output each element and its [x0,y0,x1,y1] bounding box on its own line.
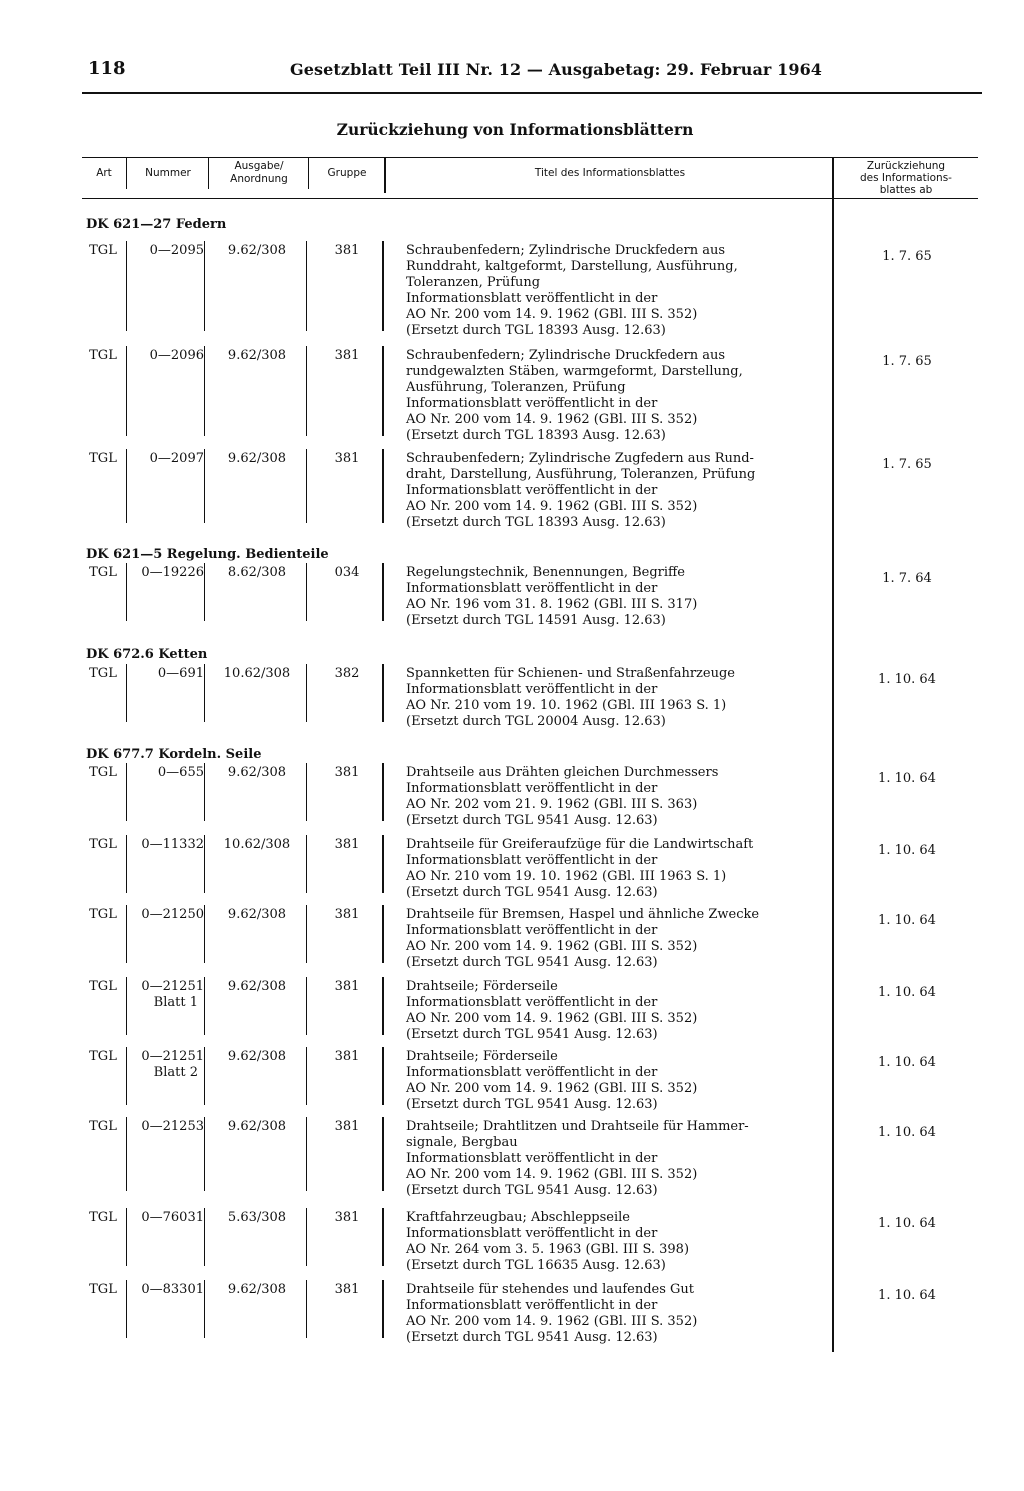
cell-art: TGL [89,907,117,922]
cell-gruppe: 381 [334,1210,360,1225]
titel-line: AO Nr. 200 vom 14. 9. 1962 (GBl. III S. 352) [406,307,698,322]
cell-nummer: 0—11332 [141,837,204,852]
cell-zurueckziehung: 1. 10. 64 [878,1288,936,1303]
row-divider [306,1280,307,1338]
running-head: Gesetzblatt Teil III Nr. 12 — Ausgabetag: 29. Februar 1964 [290,60,823,79]
row-divider [126,763,127,821]
titel-line: AO Nr. 202 vom 21. 9. 1962 (GBl. III S. 363) [406,797,698,812]
titel-line: (Ersetzt durch TGL 20004 Ausg. 12.63) [406,714,666,729]
cell-titel [406,1282,824,1346]
cell-titel [406,565,824,629]
cell-ausgabe: 9.62/308 [227,907,287,922]
cell-zurueckziehung: 1. 7. 64 [882,571,932,586]
titel-line: AO Nr. 210 vom 19. 10. 1962 (GBl. III 1963 S. 1) [406,869,727,884]
cell-gruppe: 381 [334,451,360,466]
cell-art: TGL [89,243,117,258]
row-divider [306,563,307,621]
row-divider [306,835,307,893]
titel-line: Schraubenfedern; Zylindrische Zugfedern aus Rund- [406,451,754,466]
row-divider [204,1117,205,1191]
row-divider [204,1208,205,1266]
cell-nummer: 0—76031 [141,1210,204,1225]
row-divider [306,1208,307,1266]
cell-zurueckziehung: 1. 10. 64 [878,1216,936,1231]
cell-gruppe: 381 [334,979,360,994]
titel-line: Drahtseile für Bremsen, Haspel und ähnliche Zwecke [406,907,760,922]
cell-ausgabe: 9.62/308 [227,451,287,466]
titel-line: draht, Darstellung, Ausführung, Toleranzen, Prüfung [406,467,756,482]
titel-line: Informationsblatt veröffentlicht in der [406,291,658,306]
cell-nummer: 0—19226 [141,565,204,580]
row-divider [382,346,384,436]
titel-line: Schraubenfedern; Zylindrische Druckfedern aus [406,348,726,363]
section-title: Zurückziehung von Informationsblättern [336,120,694,139]
titel-line: Informationsblatt veröffentlicht in der [406,1065,658,1080]
row-divider [204,1047,205,1105]
header-divider [308,157,309,189]
cell-nummer: 0—21250 [141,907,204,922]
cell-gruppe: 381 [334,907,360,922]
titel-line: Informationsblatt veröffentlicht in der [406,396,658,411]
col-header-zurueckziehung-1: Zurückziehung [866,160,946,172]
titel-line: Toleranzen, Prüfung [406,275,541,290]
row-divider [126,1117,127,1191]
titel-line: AO Nr. 196 vom 31. 8. 1962 (GBl. III S. 317) [406,597,698,612]
col-header-gruppe: Gruppe [327,167,367,179]
row-divider [306,763,307,821]
cell-nummer: 0—2095 [149,243,204,258]
row-divider [126,346,127,436]
col-header-ausgabe-1: Ausgabe/ [234,160,284,172]
titel-line: AO Nr. 264 vom 3. 5. 1963 (GBl. III S. 398) [406,1242,690,1257]
cell-ausgabe: 9.62/308 [227,243,287,258]
titel-line: (Ersetzt durch TGL 9541 Ausg. 12.63) [406,1183,658,1198]
cell-art: TGL [89,837,117,852]
cell-zurueckziehung: 1. 7. 65 [882,249,932,264]
group-title: DK 621—5 Regelung. Bedienteile [86,547,329,562]
titel-line: signale, Bergbau [406,1135,518,1150]
col-header-zurueckziehung-3: blattes ab [879,184,933,196]
cell-art: TGL [89,451,117,466]
row-divider [204,241,205,331]
header-bottom-rule [82,198,978,199]
row-divider [126,1280,127,1338]
row-divider [126,1208,127,1266]
row-divider [126,835,127,893]
cell-gruppe: 381 [334,243,360,258]
cell-art: TGL [89,1282,117,1297]
row-divider [204,763,205,821]
titel-line: Drahtseile für stehendes und laufendes Gut [406,1282,695,1297]
titel-line: (Ersetzt durch TGL 9541 Ausg. 12.63) [406,1097,658,1112]
titel-line: AO Nr. 200 vom 14. 9. 1962 (GBl. III S. 352) [406,1314,698,1329]
row-divider [204,905,205,963]
row-divider [126,664,127,722]
cell-art: TGL [89,565,117,580]
cell-ausgabe: 9.62/308 [227,1049,287,1064]
cell-art: TGL [89,1049,117,1064]
cell-titel [406,1119,824,1199]
cell-titel [406,979,824,1043]
titel-line: (Ersetzt durch TGL 9541 Ausg. 12.63) [406,1027,658,1042]
col-header-titel: Titel des Informationsblattes [534,167,686,179]
cell-nummer: 0—21251 [141,979,204,994]
titel-line: Informationsblatt veröffentlicht in der [406,1298,658,1313]
row-divider [382,1047,384,1105]
cell-art: TGL [89,348,117,363]
cell-zurueckziehung: 1. 10. 64 [878,771,936,786]
titel-line: Drahtseile für Greiferaufzüge für die Landwirtschaft [406,837,754,852]
cell-nummer: 0—2096 [149,348,204,363]
cell-ausgabe: 5.63/308 [227,1210,287,1225]
titel-line: AO Nr. 200 vom 14. 9. 1962 (GBl. III S. 352) [406,1167,698,1182]
row-divider [204,664,205,722]
cell-titel [406,837,824,901]
cell-nummer: 0—691 [157,666,204,681]
group-title: DK 621—27 Federn [86,217,227,232]
row-divider [204,563,205,621]
titel-line: Regelungstechnik, Benennungen, Begriffe [406,565,685,580]
cell-ausgabe: 9.62/308 [227,1119,287,1134]
cell-gruppe: 034 [334,565,360,580]
row-divider [382,1208,384,1266]
row-divider [382,449,384,523]
withdrawal-table [82,155,982,1355]
titel-line: Informationsblatt veröffentlicht in der [406,1226,658,1241]
titel-line: Runddraht, kaltgeformt, Darstellung, Ausführung, [406,259,738,274]
header-divider [384,157,386,193]
row-divider [306,1047,307,1105]
titel-line: Informationsblatt veröffentlicht in der [406,581,658,596]
titel-line: (Ersetzt durch TGL 9541 Ausg. 12.63) [406,955,658,970]
titel-line: rundgewalzten Stäben, warmgeformt, Darstellung, [406,364,743,379]
cell-titel [406,451,824,531]
titel-line: (Ersetzt durch TGL 18393 Ausg. 12.63) [406,515,666,530]
row-divider [382,905,384,963]
titel-line: Ausführung, Toleranzen, Prüfung [406,380,626,395]
cell-nummer: 0—655 [157,765,204,780]
titel-line: (Ersetzt durch TGL 16635 Ausg. 12.63) [406,1258,666,1273]
cell-gruppe: 381 [334,765,360,780]
cell-art: TGL [89,1210,117,1225]
cell-zurueckziehung: 1. 10. 64 [878,913,936,928]
titel-line: Informationsblatt veröffentlicht in der [406,1151,658,1166]
cell-art: TGL [89,1119,117,1134]
cell-titel [406,666,824,730]
titel-line: Drahtseile; Drahtlitzen und Drahtseile für Hammer- [406,1119,749,1134]
row-divider [204,346,205,436]
row-divider [382,763,384,821]
cell-titel [406,907,824,971]
row-divider [306,241,307,331]
page-header [82,58,982,88]
group-title: DK 672.6 Ketten [86,647,208,662]
row-divider [382,664,384,722]
cell-gruppe: 381 [334,1119,360,1134]
row-divider [306,905,307,963]
row-divider [204,835,205,893]
header-divider [126,157,127,189]
cell-nummer-blatt: Blatt 1 [153,995,198,1010]
row-divider [204,977,205,1035]
row-divider [306,346,307,436]
row-divider [306,449,307,523]
cell-ausgabe: 9.62/308 [227,979,287,994]
cell-art: TGL [89,666,117,681]
cell-gruppe: 382 [334,666,360,681]
cell-gruppe: 381 [334,348,360,363]
titel-line: AO Nr. 200 vom 14. 9. 1962 (GBl. III S. 352) [406,412,698,427]
row-divider [382,977,384,1035]
row-divider [306,977,307,1035]
cell-ausgabe: 9.62/308 [227,348,287,363]
titel-line: Informationsblatt veröffentlicht in der [406,995,658,1010]
row-divider [126,977,127,1035]
titel-line: (Ersetzt durch TGL 9541 Ausg. 12.63) [406,1330,658,1345]
cell-zurueckziehung: 1. 10. 64 [878,672,936,687]
row-divider [382,1117,384,1191]
cell-gruppe: 381 [334,1282,360,1297]
cell-gruppe: 381 [334,1049,360,1064]
titel-line: AO Nr. 200 vom 14. 9. 1962 (GBl. III S. 352) [406,1081,698,1096]
cell-ausgabe: 10.62/308 [223,666,291,681]
titel-line: AO Nr. 200 vom 14. 9. 1962 (GBl. III S. 352) [406,1011,698,1026]
cell-nummer-blatt: Blatt 2 [153,1065,198,1080]
cell-zurueckziehung: 1. 7. 65 [882,457,932,472]
titel-line: AO Nr. 200 vom 14. 9. 1962 (GBl. III S. 352) [406,939,698,954]
cell-zurueckziehung: 1. 10. 64 [878,843,936,858]
row-divider [126,241,127,331]
titel-line: Drahtseile; Förderseile [406,979,558,994]
cell-ausgabe: 10.62/308 [223,837,291,852]
cell-titel [406,765,824,829]
titel-line: Informationsblatt veröffentlicht in der [406,923,658,938]
row-divider [126,905,127,963]
cell-titel [406,348,824,444]
titel-line: (Ersetzt durch TGL 18393 Ausg. 12.63) [406,428,666,443]
cell-nummer: 0—21251 [141,1049,204,1064]
col-header-nummer: Nummer [145,167,191,179]
titel-line: Informationsblatt veröffentlicht in der [406,853,658,868]
cell-zurueckziehung: 1. 10. 64 [878,985,936,1000]
cell-ausgabe: 9.62/308 [227,765,287,780]
column-divider [832,157,834,1352]
titel-line: AO Nr. 200 vom 14. 9. 1962 (GBl. III S. 352) [406,499,698,514]
row-divider [306,1117,307,1191]
titel-line: (Ersetzt durch TGL 18393 Ausg. 12.63) [406,323,666,338]
row-divider [204,1280,205,1338]
row-divider [382,1280,384,1338]
cell-titel [406,1210,824,1274]
col-header-art: Art [96,167,112,179]
cell-nummer: 0—2097 [149,451,204,466]
titel-line: (Ersetzt durch TGL 14591 Ausg. 12.63) [406,613,666,628]
titel-line: AO Nr. 210 vom 19. 10. 1962 (GBl. III 1963 S. 1) [406,698,727,713]
col-header-ausgabe-2: Anordnung [230,173,288,185]
titel-line: Informationsblatt veröffentlicht in der [406,682,658,697]
cell-gruppe: 381 [334,837,360,852]
cell-titel [406,243,824,339]
cell-zurueckziehung: 1. 10. 64 [878,1055,936,1070]
cell-zurueckziehung: 1. 10. 64 [878,1125,936,1140]
titel-line: Informationsblatt veröffentlicht in der [406,483,658,498]
header-top-rule [82,157,978,158]
cell-zurueckziehung: 1. 7. 65 [882,354,932,369]
cell-nummer: 0—21253 [141,1119,204,1134]
titel-line: Schraubenfedern; Zylindrische Druckfedern aus [406,243,726,258]
titel-line: Spannketten für Schienen- und Straßenfahrzeuge [406,666,735,681]
group-title: DK 677.7 Kordeln. Seile [86,747,262,762]
cell-art: TGL [89,979,117,994]
col-header-zurueckziehung-2: des Informations- [860,172,952,184]
row-divider [382,241,384,331]
titel-line: (Ersetzt durch TGL 9541 Ausg. 12.63) [406,885,658,900]
titel-line: Kraftfahrzeugbau; Abschleppseile [406,1210,630,1225]
row-divider [126,563,127,621]
titel-line: Drahtseile; Förderseile [406,1049,558,1064]
header-rule [82,92,982,94]
titel-line: Drahtseile aus Drähten gleichen Durchmessers [406,765,719,780]
row-divider [126,449,127,523]
titel-line: Informationsblatt veröffentlicht in der [406,781,658,796]
titel-line: (Ersetzt durch TGL 9541 Ausg. 12.63) [406,813,658,828]
row-divider [204,449,205,523]
row-divider [382,563,384,621]
cell-art: TGL [89,765,117,780]
row-divider [306,664,307,722]
cell-ausgabe: 9.62/308 [227,1282,287,1297]
header-divider [208,157,209,189]
page-number: 118 [88,58,126,79]
row-divider [126,1047,127,1105]
cell-titel [406,1049,824,1113]
cell-nummer: 0—83301 [141,1282,204,1297]
row-divider [382,835,384,893]
cell-ausgabe: 8.62/308 [227,565,287,580]
